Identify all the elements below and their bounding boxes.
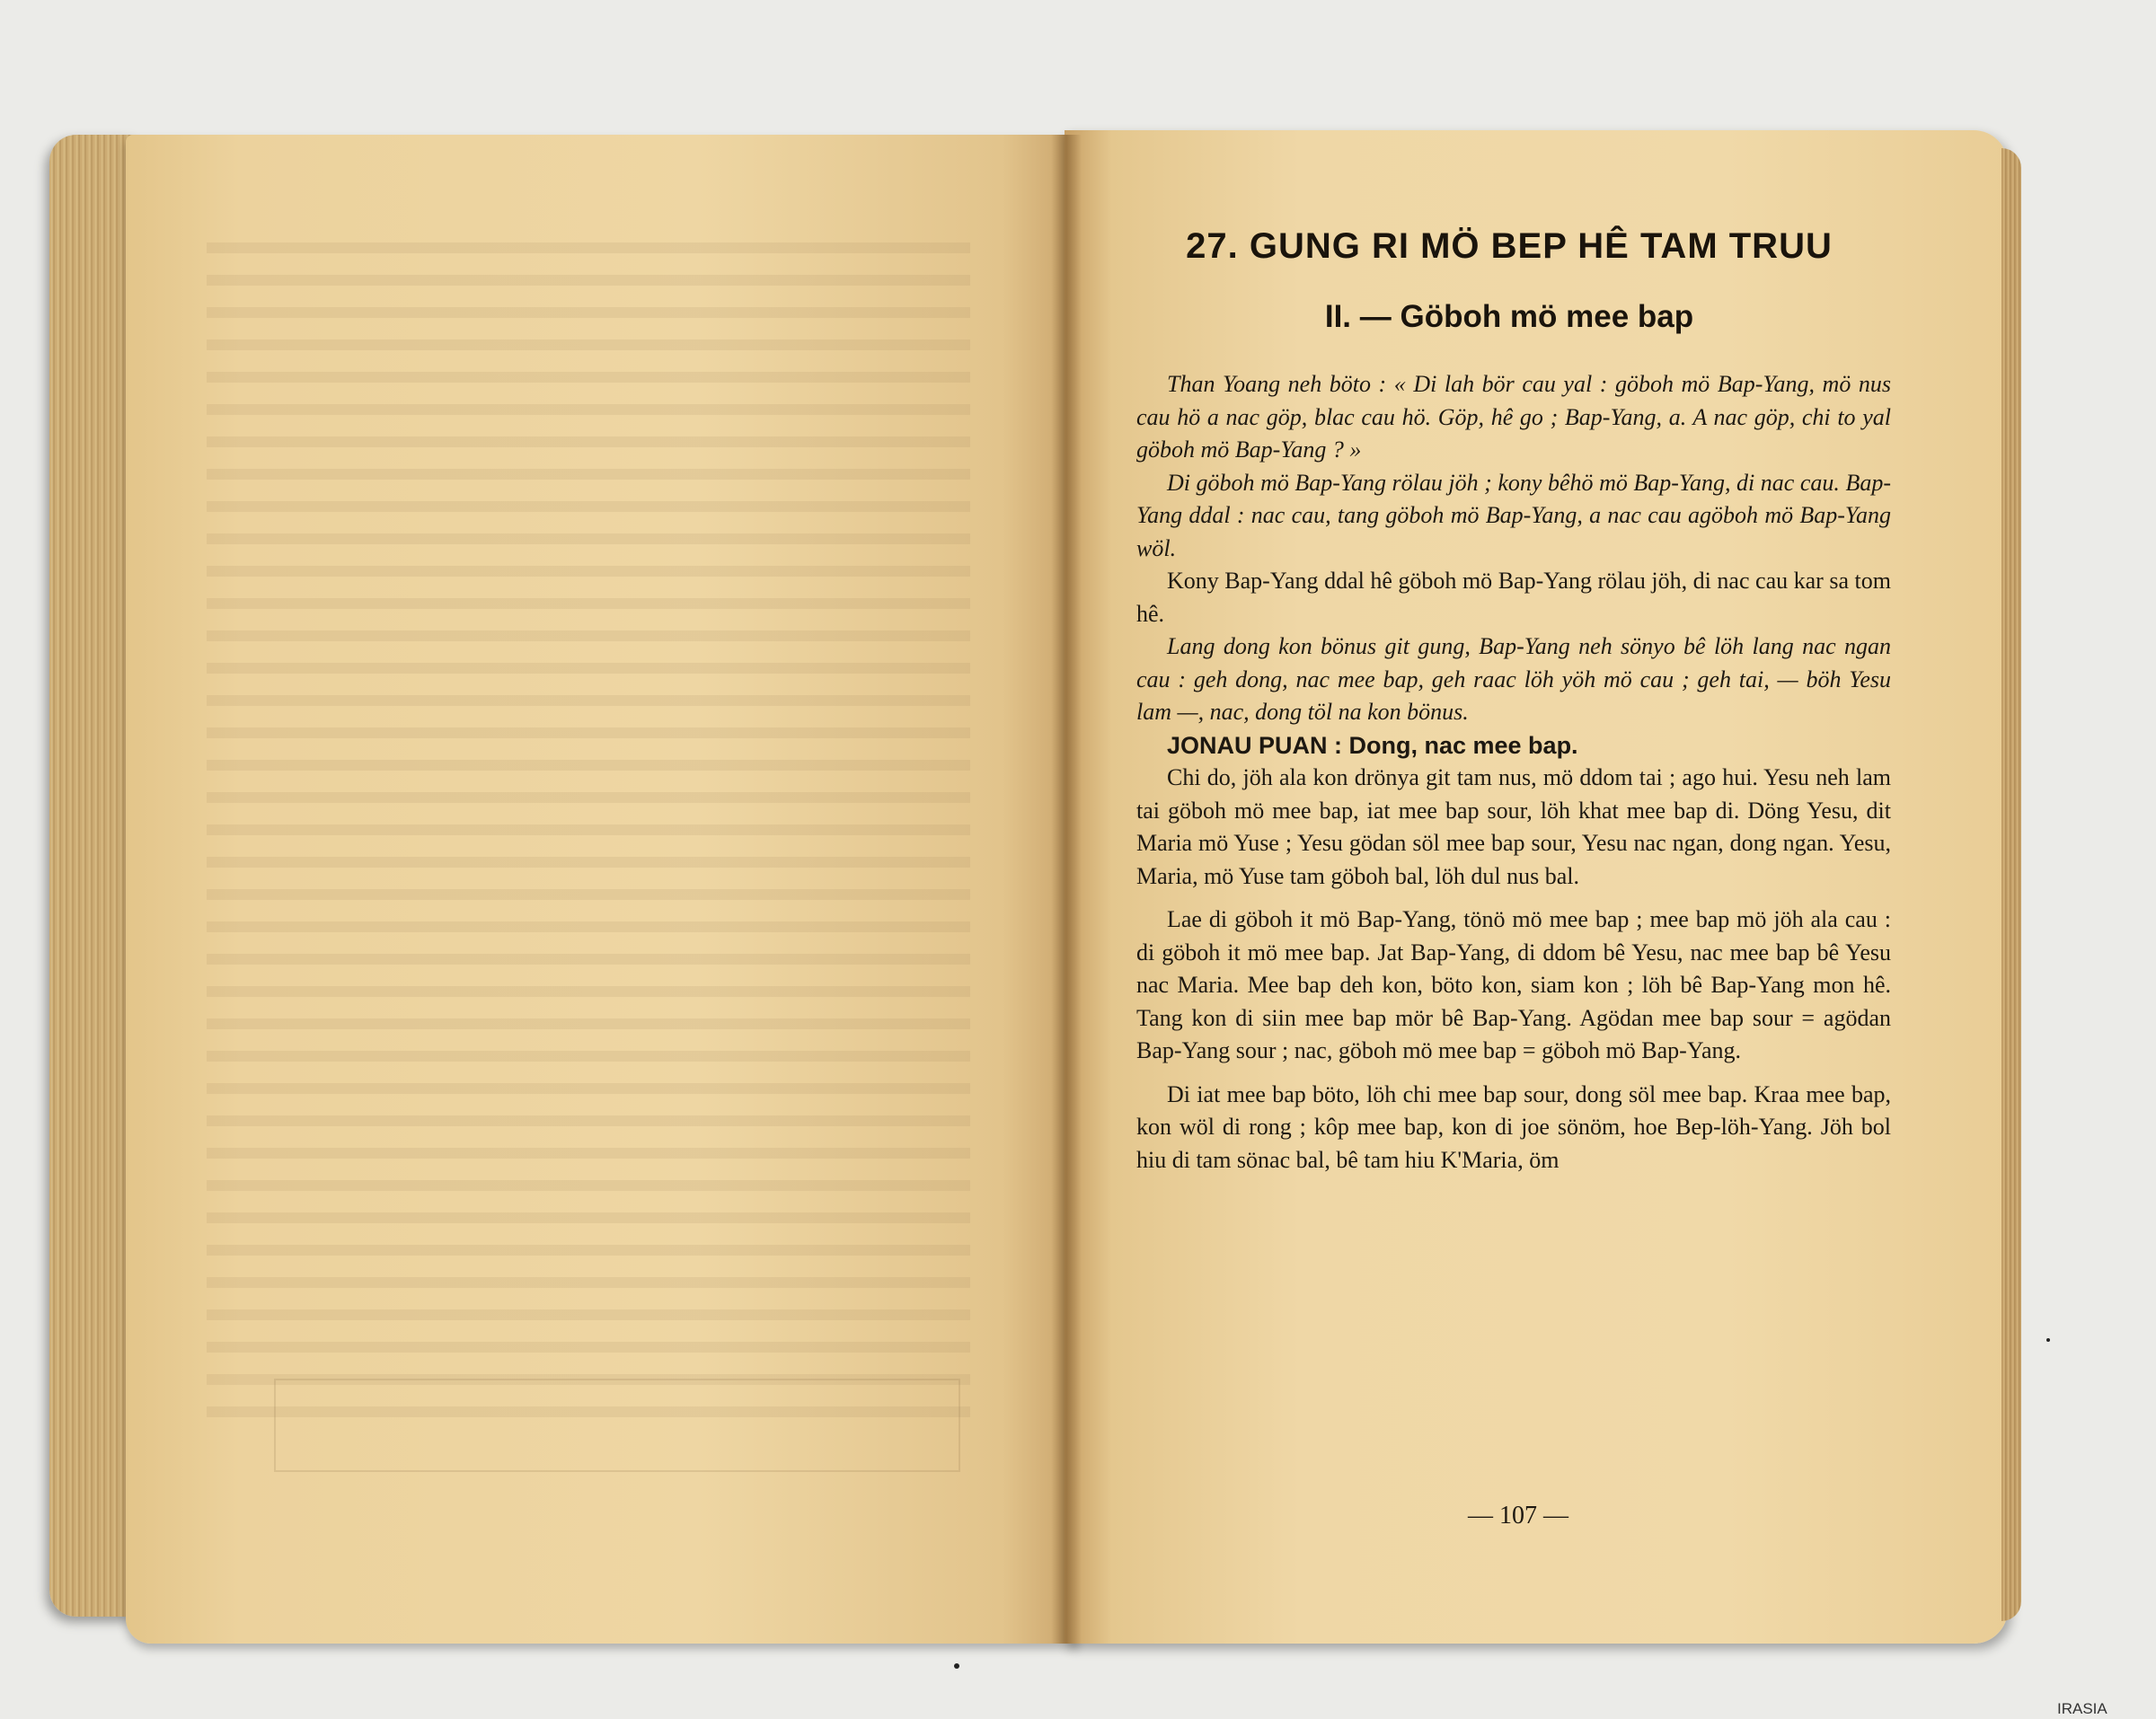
page-number: — 107 — <box>1468 1502 1568 1529</box>
dust-speck <box>2046 1338 2050 1342</box>
lesson-heading: JONAU PUAN : Dong, nac mee bap. <box>1167 731 1578 759</box>
book-gutter <box>1051 135 1082 1644</box>
left-page-edges <box>49 135 135 1617</box>
paragraph: Than Yoang neh böto : « Di lah bör cau yal : göboh mö Bap-Yang, mö nus cau hö a nac göp, blac cau hö. Göp, hê go ; Bap-Yang, a. A nac göp, chi to yal göboh mö Bap-Yang ? » <box>1136 371 1891 463</box>
paragraph: Lang dong kon bönus git gung, Bap-Yang neh sönyo bê löh lang nac ngan cau : geh dong, nac mee bap, geh raac löh yöh mö cau ; geh tai, — böh Yesu lam —, nac, dong töl na kon bönus. <box>1136 633 1891 725</box>
paragraph: Lae di göboh it mö Bap-Yang, tönö mö mee bap ; mee bap mö jöh ala cau : di göboh it mö mee bap. Jat Bap-Yang, di ddom bê Yesu, nac mee bap bê Yesu nac Maria. Mee bap deh kon, böto kon, siam kon ; löh bê Bap-Yang mon hê. Tang kon di siin mee bap mör bê Bap-Yang. Agödan mee bap sour = agödan Bap-Yang sour ; nac, göboh mö mee bap = göboh mö Bap-Yang. <box>1136 906 1891 1063</box>
paragraph: Kony Bap-Yang ddal hê göboh mö Bap-Yang rölau jöh, di nac cau kar sa tom hê. <box>1136 568 1891 627</box>
paragraph: Di iat mee bap böto, löh chi mee bap sour, dong söl mee bap. Kraa mee bap, kon wöl di rong ; kôp mee bap, kon di joe sönöm, hoe Bep-löh-Yang. Jöh bol hiu di tam sönac bal, bê tam hiu K'Maria, öm <box>1136 1080 1891 1173</box>
left-page-show-through <box>207 242 970 1437</box>
left-page-show-through-box <box>274 1379 960 1472</box>
dust-speck <box>954 1663 959 1669</box>
paragraph: Di göboh mö Bap-Yang rölau jöh ; kony bêhö mö Bap-Yang, di nac cau. Bap-Yang ddal : nac cau, tang göboh mö Bap-Yang, a nac cau agöboh mö Bap-Yang wöl. <box>1136 469 1891 561</box>
watermark: IRASIA <box>2057 1700 2107 1717</box>
paragraph: Chi do, jöh ala kon drönya git tam nus, mö ddom tai ; ago hui. Yesu neh lam tai göboh mö mee bap, iat mee bap sour, löh khat mee bap di. Döng Yesu, dit Maria mö Yuse ; Yesu gödan söl mee bap sour, Yesu nac ngan, dong ngan. Yesu, Maria, mö Yuse tam göboh bal, löh dul nus bal. <box>1136 764 1891 889</box>
right-page-edges <box>2001 148 2021 1621</box>
section-title: II. — Göboh mö mee bap <box>1324 299 1694 334</box>
page-body <box>1136 368 1891 1177</box>
chapter-title: 27. GUNG RI MÖ BEP HÊ TAM TRUU <box>1186 226 1833 266</box>
